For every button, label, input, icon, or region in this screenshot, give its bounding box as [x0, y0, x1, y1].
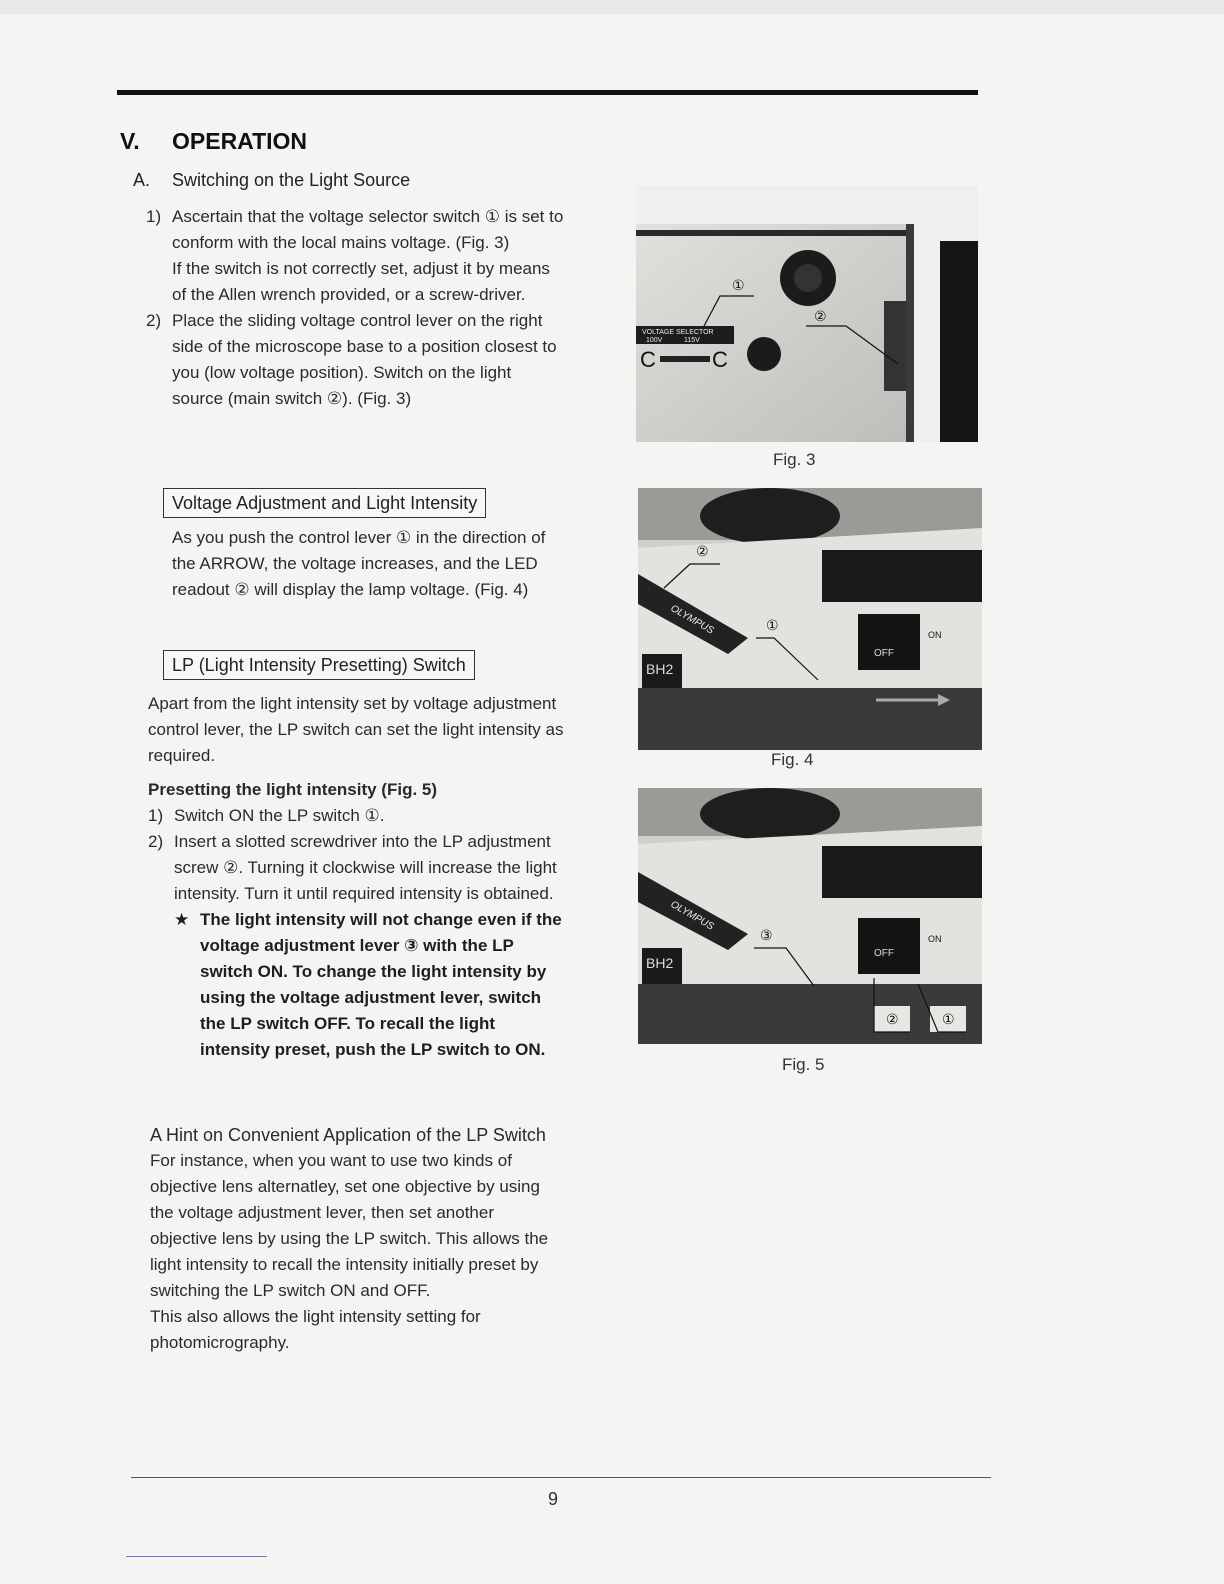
header-rule — [117, 90, 978, 95]
presetting-note — [174, 907, 564, 1063]
presetting-step-2: 2) Insert a slotted screwdriver into the LP adjustment screw ②. Turning it clockwise will increase the light intensity. Turn it until required intensity is obtained. — [148, 832, 557, 903]
presetting-step-1: 1) Switch ON the LP switch ①. — [148, 806, 385, 825]
star-icon: ★ — [174, 910, 190, 929]
fig5-callout-2: ② — [886, 1012, 899, 1028]
svg-text:OFF: OFF — [874, 648, 894, 659]
voltage-adjustment-text: As you push the control lever ① in the direction of the ARROW, the voltage increases, and the LED readout ② will display the lamp voltage. (Fig. 4) — [172, 528, 546, 599]
step-2: 2) Place the sliding voltage control lever on the right side of the microscope base to a position closest to you (low voltage position). Switch on the light source (main switch ②). (Fig. 3) — [146, 308, 564, 412]
footer-rule — [131, 1477, 991, 1478]
svg-text:OFF: OFF — [874, 948, 894, 959]
svg-text:BH2: BH2 — [646, 661, 674, 677]
step-1: 1) Ascertain that the voltage selector switch ① is set to conform with the local mains voltage. (Fig. 3) If the switch is not correctly set, adjust it by means of the Allen wrench provided, or a screw-driver. — [146, 204, 564, 308]
fig3-callout-2: ② — [814, 309, 827, 325]
subsection-title — [133, 170, 410, 191]
svg-text:BH2: BH2 — [646, 955, 674, 971]
subsection-heading: Switching on the Light Source — [172, 170, 411, 190]
fig4-stage-knob — [700, 488, 840, 544]
page-top-shading — [0, 0, 1224, 14]
section-heading: OPERATION — [172, 128, 308, 154]
fig4-callout-2: ② — [696, 544, 709, 560]
svg-text:OLYMPUS: OLYMPUS — [668, 603, 716, 637]
figure-5-photo — [638, 788, 982, 1044]
presetting-section — [148, 777, 564, 1063]
fig4-callout-1: ① — [766, 618, 779, 634]
hint-section — [150, 1122, 564, 1356]
fig3-main-switch — [747, 337, 781, 371]
fig5-lp-switch-panel — [858, 918, 920, 974]
fig5-lever-slot — [822, 846, 982, 898]
presetting-heading: Presetting the light intensity (Fig. 5) — [148, 780, 438, 799]
steps-a — [146, 204, 564, 412]
lp-switch-heading: LP (Light Intensity Presetting) Switch — [163, 650, 475, 680]
svg-text:OLYMPUS: OLYMPUS — [668, 899, 716, 933]
fig4-lever-slot — [822, 550, 982, 602]
fig5-callout-3: ③ — [760, 928, 773, 944]
figure-4-caption: Fig. 4 — [771, 750, 814, 769]
hint-heading: A Hint on Convenient Application of the LP Switch — [150, 1125, 546, 1145]
svg-text:100V: 100V — [646, 337, 663, 344]
subsection-letter: A. — [133, 170, 151, 190]
svg-text:ON: ON — [928, 934, 942, 944]
fig4-lp-switch-panel — [858, 614, 920, 670]
figure-5-caption: Fig. 5 — [782, 1055, 825, 1074]
lp-switch-text: Apart from the light intensity set by voltage adjustment control lever, the LP switch can set the light intensity as required. — [148, 694, 564, 765]
svg-text:VOLTAGE SELECTOR: VOLTAGE SELECTOR — [642, 329, 714, 336]
fig3-callout-1: ① — [732, 278, 745, 294]
hint-text-1: For instance, when you want to use two kinds of objective lens alternatley, set one objective by using the voltage adjustment lever, then set another objective lens by using the LP switch. This allows the light intensity to recall the intensity initially preset by switching the LP switch ON and OFF. — [150, 1151, 549, 1300]
footer-blue-line — [126, 1556, 267, 1557]
step-1-extra: If the switch is not correctly set, adjust it by means of the Allen wrench provided, or a screw-driver. — [172, 259, 550, 304]
step-1-text: Ascertain that the voltage selector switch ① is set to conform with the local mains voltage. (Fig. 3) — [172, 207, 564, 252]
step-2-text: Place the sliding voltage control lever on the right side of the microscope base to a position closest to you (low voltage position). Switch on the light source (main switch ②). (Fig. 3) — [172, 311, 557, 408]
svg-text:115V: 115V — [684, 337, 700, 344]
fig5-stage-knob — [700, 788, 840, 840]
hint-text-2: This also allows the light intensity setting for photomicrography. — [150, 1307, 481, 1352]
fig3-main-switch-lever — [884, 301, 906, 391]
figure-4-photo — [638, 488, 982, 750]
figure-3-caption: Fig. 3 — [773, 450, 816, 469]
svg-text:ON: ON — [928, 630, 942, 640]
svg-text:C: C — [640, 347, 656, 372]
presetting-note-text: The light intensity will not change even if the voltage adjustment lever ③ with the LP switch ON. To change the light intensity by using the voltage adjustment lever, switch the LP switch OFF. To recall the light intensity preset, push the LP switch to ON. — [200, 910, 562, 1059]
figure-3-photo — [636, 186, 978, 442]
page-number: 9 — [548, 1489, 559, 1509]
svg-text:C: C — [712, 347, 728, 372]
voltage-adjustment-heading: Voltage Adjustment and Light Intensity — [163, 488, 486, 518]
section-title — [120, 128, 307, 155]
section-number: V. — [120, 128, 140, 154]
fig5-callout-1: ① — [942, 1012, 955, 1028]
